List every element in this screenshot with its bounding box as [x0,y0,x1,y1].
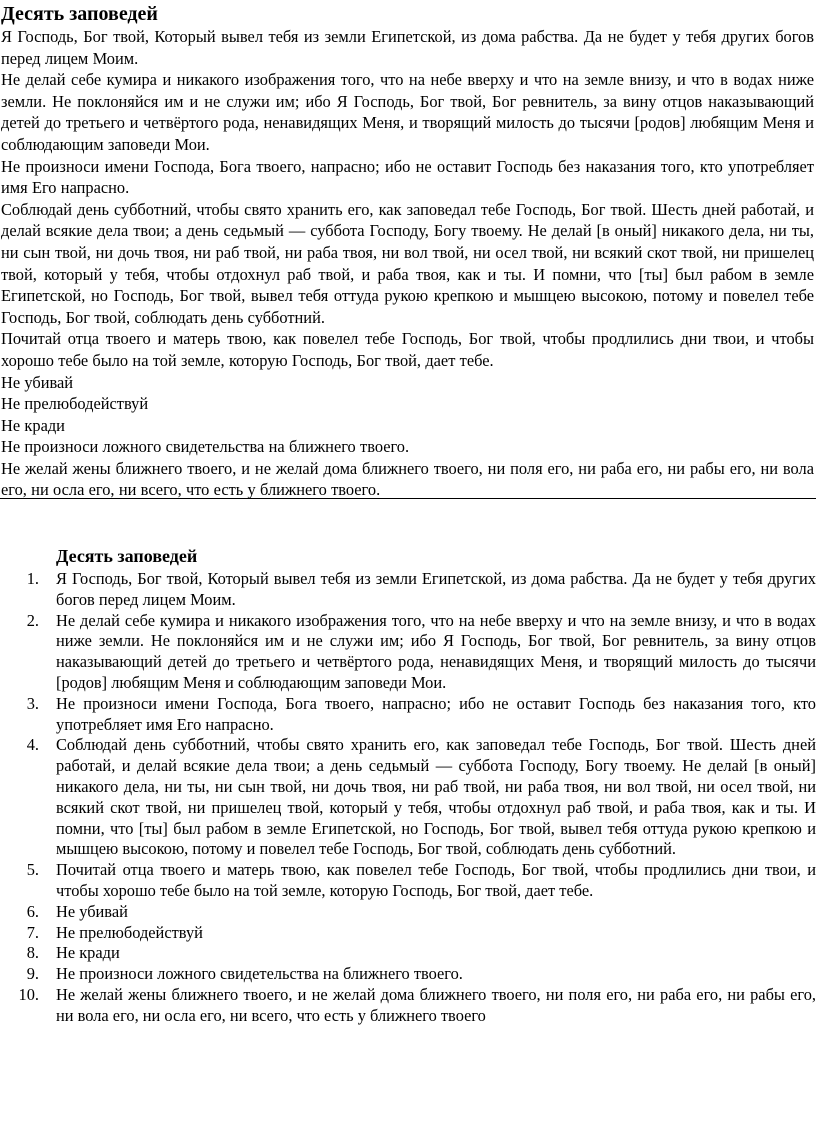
list-item [0,964,816,985]
commandments-list [0,569,816,1027]
commandment-paragraph: Соблюдай день субботний, чтобы свято хранить его, как заповедал тебе Господь, Бог твой. Шесть дней работай, и делай всякие дела твои; а день седьмый — суббота Господу, Богу твоему. Не делай [в оный] никакого дела, ни ты, ни сын твой, ни дочь твоя, ни раб твой, ни раба твоя, ни вол твой, ни осел твой, ни всякий скот твой, ни пришелец твой, который у тебя, чтобы отдохнул раб твой, и раба твоя, как и ты. И помни, что [ты] был рабом в земле Египетской, но Господь, Бог твой, вывел тебя оттуда рукою крепкою и мышцею высокою, потому и повелел тебе Господь, Бог твой, соблюдать день субботний. [1,199,814,327]
section-title: Десять заповедей [56,546,198,566]
item-number: 2. [26,610,39,630]
list-item [0,902,816,923]
item-text: Не убивай [56,901,128,921]
commandment-paragraph: Не убивай [1,372,74,392]
commandments-plain-section [1,2,814,501]
item-text: Я Господь, Бог твой, Который вывел тебя из земли Египетской, из дома рабства. Да не будет у тебя других богов перед лицем Моим. [56,569,816,609]
item-text: Не произноси ложного свидетельства на ближнего твоего. [56,964,463,984]
item-number: 6. [26,901,39,921]
commandment-paragraph: Не делай себе кумира и никакого изображения того, что на небе вверху и что на земле внизу, и что в водах ниже земли. Не поклоняйся им и не служи им; ибо Я Господь, Бог твой, Бог ревнитель, за вину отцов наказывающий детей до третьего и четвёртого рода, ненавидящих Меня, и творящий милость до тысячи [родов] любящим Меня и соблюдающим заповеди Мои. [1,70,814,154]
list-item [0,611,816,694]
commandment-paragraph: Не желай жены ближнего твоего, и не желай дома ближнего твоего, ни поля его, ни раба его, ни рабы его, ни вола его, ни осла его, ни всего, что есть у ближнего твоего. [1,458,814,500]
item-text: Не кради [56,943,120,963]
item-number: 1. [26,569,39,588]
item-number: 8. [26,943,39,963]
commandment-paragraph: Почитай отца твоего и матерь твою, как повелел тебе Господь, Бог твой, чтобы продлились дни твои, и чтобы хорошо тебе было на той земле, которую Господь, Бог твой, дает тебе. [1,329,814,370]
list-item [0,694,816,736]
item-number: 10. [18,984,39,1004]
item-number: 3. [26,693,39,713]
item-text: Не произноси имени Господа, Бога твоего, напрасно; ибо не оставит Господь без наказания того, кто употребляет имя Его напрасно. [56,693,816,734]
item-text: Не прелюбодействуй [56,922,203,942]
commandment-paragraph: Я Господь, Бог твой, Который вывел тебя из земли Египетской, из дома рабства. Да не будет у тебя других богов перед лицем Моим. [1,27,814,68]
item-number: 9. [26,964,39,984]
item-text: Почитай отца твоего и матерь твою, как повелел тебе Господь, Бог твой, чтобы продлились дни твои, и чтобы хорошо тебе было на той земле, которую Господь, Бог твой, дает тебе. [56,860,816,900]
item-text: Не делай себе кумира и никакого изображения того, что на небе вверху и что на земле внизу, и что в водах ниже земли. Не поклоняйся им и не служи им; ибо Я Господь, Бог твой, Бог ревнитель, за вину отцов наказывающий детей до третьего и четвёртого рода, ненавидящих Меня, и творящий милость до тысячи [родов] любящим Меня и соблюдающим заповеди Мои. [56,610,816,692]
item-text: Не желай жены ближнего твоего, и не желай дома ближнего твоего, ни поля его, ни раба его, ни рабы его, ни вола его, ни осла его, ни всего, что есть у ближнего твоего [56,984,816,1025]
list-item [0,943,816,964]
section-divider [0,498,816,499]
item-text: Соблюдай день субботний, чтобы свято хранить его, как заповедал тебе Господь, Бог твой. Шесть дней работай, и делай всякие дела твои; а день седьмый — суббота Господу, Богу твоему. Не делай [в оный] никакого дела, ни ты, ни сын твой, ни дочь твоя, ни раб твой, ни раба твоя, ни вол твой, ни осел твой, ни всякий скот твой, ни пришелец твой, который у тебя, чтобы отдохнул раб твой, и раба твоя, как и ты. И помни, что [ты] был рабом в земле Египетской, но Господь, Бог твой, вывел тебя оттуда рукою крепкою и мышцею высокою, потому и повелел тебе Господь, Бог твой, соблюдать день субботний. [56,735,816,859]
commandment-paragraph: Не кради [1,415,65,435]
list-item [0,735,816,860]
list-item [0,569,816,611]
section-title: Десять заповедей [1,3,158,25]
list-item [0,923,816,944]
list-item [0,860,816,902]
commandment-paragraph: Не произноси ложного свидетельства на ближнего твоего. [1,437,410,457]
item-number: 4. [26,735,39,755]
commandment-paragraph: Не прелюбодействуй [1,394,149,414]
item-number: 5. [26,860,39,880]
commandment-paragraph: Не произноси имени Господа, Бога твоего, напрасно; ибо не оставит Господь без наказания того, кто употребляет имя Его напрасно. [1,156,814,198]
list-item [0,985,816,1027]
commandments-numbered-section [0,545,816,1027]
item-number: 7. [26,922,39,942]
